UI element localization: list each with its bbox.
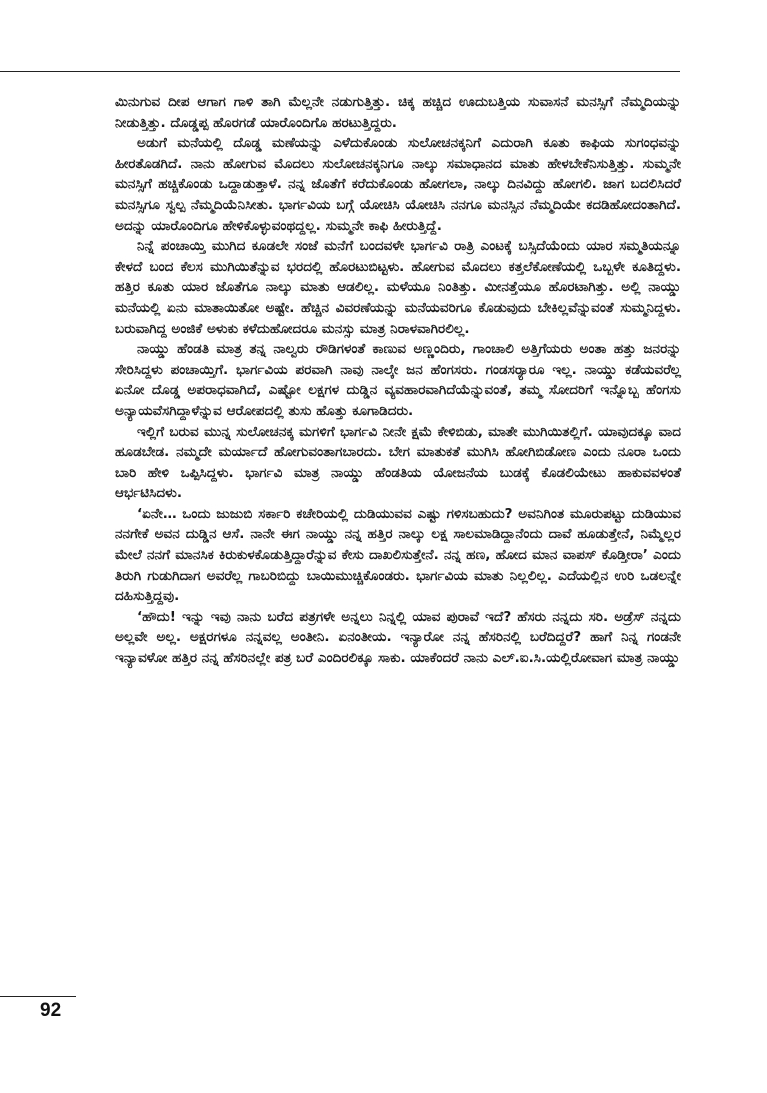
- body-text: [115, 92, 681, 669]
- page-number-rule: [0, 996, 76, 997]
- paragraph: ಮಿನುಗುವ ದೀಪ ಆಗಾಗ ಗಾಳಿ ತಾಗಿ ಮೆಲ್ಲನೇ ನಡುಗುತ್ತಿತ್ತು. ಚಿಕ್ಕ ಹಚ್ಚಿದ ಊದುಬತ್ತಿಯ ಸುವಾಸನೆ ಮನಸ್ಸಿಗೆ ನೆಮ್ಮದಿಯನ್ನು ನೀಡುತ್ತಿತ್ತು. ದೊಡ್ಡಪ್ಪ ಹೊರಗಡೆ ಯಾರೊಂದಿಗೊ ಹರಟುತ್ತಿದ್ದರು.: [115, 94, 681, 131]
- paragraph: ನಾಯ್ಡು ಹೆಂಡತಿ ಮಾತ್ರ ತನ್ನ ನಾಲ್ವರು ರೌಡಿಗಳಂತೆ ಕಾಣುವ ಅಣ್ಣಂದಿರು, ಗಾಂಚಾಲಿ ಅತ್ತಿಗೆಯರು ಅಂತಾ ಹತ್ತು ಜನರನ್ನು ಸೇರಿಸಿದ್ದಳು ಪಂಚಾಯ್ತಿಗೆ. ಭಾರ್ಗವಿಯ ಪರವಾಗಿ ನಾವು ನಾಲ್ಕೇ ಜನ ಹೆಂಗಸರು. ಗಂಡಸರ್‍ಯಾರೂ ಇಲ್ಲ. ನಾಯ್ಡು ಕಡೆಯವರೆಲ್ಲ ಏನೋ ದೊಡ್ಡ ಅಪರಾಧವಾಗಿದೆ, ಎಷ್ಟೋ ಲಕ್ಷಗಳ ದುಡ್ಡಿನ ವ್ಯವಹಾರವಾಗಿದೆಯೆನ್ನುವಂತೆ, ತಮ್ಮ ಸೋದರಿಗೆ ಇನ್ನೊಬ್ಬ ಹೆಂಗಸು ಅನ್ಯಾಯವೆಸಗಿದ್ದಾಳೆನ್ನುವ ಆರೋಪದಲ್ಲಿ ತುಸು ಹೊತ್ತು ಕೂಗಾಡಿದರು.: [115, 341, 681, 419]
- paragraph: ‘ಏನೇ… ಒಂದು ಜುಜುಬಿ ಸರ್ಕಾರಿ ಕಚೇರಿಯಲ್ಲಿ ದುಡಿಯುವವ ಎಷ್ಟು ಗಳಿಸಬಹುದು? ಅವನಿಗಿಂತ ಮೂರುಪಟ್ಟು ದುಡಿಯುವ ನನಗೇಕೆ ಅವನ ದುಡ್ಡಿನ ಆಸೆ. ನಾನೇ ಈಗ ನಾಯ್ಡು ನನ್ನ ಹತ್ತಿರ ನಾಲ್ಕು ಲಕ್ಷ ಸಾಲಮಾಡಿದ್ದಾನೆಂದು ದಾವೆ ಹೂಡುತ್ತೇನೆ, ನಿಮ್ಮೆಲ್ಲರ ಮೇಲೆ ನನಗೆ ಮಾನಸಿಕ ಕಿರುಕುಳಕೊಡುತ್ತಿದ್ದಾರೆನ್ನುವ ಕೇಸು ದಾಖಲಿಸುತ್ತೇನೆ. ನನ್ನ ಹಣ, ಹೋದ ಮಾನ ವಾಪಸ್ ಕೊಡ್ತೀರಾ’ ಎಂದು ತಿರುಗಿ ಗುಡುಗಿದಾಗ ಅವರೆಲ್ಲ ಗಾಬರಿಬಿದ್ದು ಬಾಯಿಮುಚ್ಚಿಕೊಂಡರು. ಭಾರ್ಗವಿಯ ಮಾತು ನಿಲ್ಲಲಿಲ್ಲ. ಎದೆಯಲ್ಲಿನ ಉರಿ ಒಡಲನ್ನೇ ದಹಿಸುತ್ತಿದ್ದವು.: [115, 505, 681, 605]
- paragraph: ಇಲ್ಲಿಗೆ ಬರುವ ಮುನ್ನ ಸುಲೋಚನಕ್ಕ ಮಗಳಿಗೆ ಭಾರ್ಗವಿ ನೀನೇ ಕ್ಷಮೆ ಕೇಳಿಬಿಡು, ಮಾತೇ ಮುಗಿಯಿತಲ್ಲಿಗೆ. ಯಾವುದಕ್ಕೂ ವಾದ ಹೂಡಬೇಡ. ನಮ್ಮದೇ ಮರ್ಯಾದೆ ಹೋಗುವಂತಾಗಬಾರದು. ಬೇಗ ಮಾತುಕತೆ ಮುಗಿಸಿ ಹೋಗಿಬಿಡೋಣ ಎಂದು ನೂರಾ ಒಂದು ಬಾರಿ ಹೇಳಿ ಒಪ್ಪಿಸಿದ್ದಳು. ಭಾರ್ಗವಿ ಮಾತ್ರ ನಾಯ್ಡು ಹೆಂಡತಿಯ ಯೋಜನೆಯ ಬುಡಕ್ಕೆ ಕೊಡಲಿಯೇಟು ಹಾಕುವವಳಂತೆ ಆರ್ಭಟಿಸಿದಳು.: [115, 423, 681, 502]
- top-rule: [0, 71, 680, 72]
- paragraph: ‘ಹೌದು! ಇನ್ನು ಇವು ನಾನು ಬರೆದ ಪತ್ರಗಳೇ ಅನ್ನಲು ನಿನ್ನಲ್ಲಿ ಯಾವ ಪುರಾವೆ ಇದೆ? ಹೆಸರು ನನ್ನದು ಸರಿ. ಅಡ್ರೆಸ್ ನನ್ನದು ಅಲ್ಲವೇ ಅಲ್ಲ. ಅಕ್ಷರಗಳೂ ನನ್ನವಲ್ಲ ಅಂತೀನಿ. ಏನಂತೀಯ. ಇನ್ಯಾರೋ ನನ್ನ ಹೆಸರಿನಲ್ಲಿ ಬರೆದಿದ್ದರೆ? ಹಾಗೆ ನಿನ್ನ ಗಂಡನೇ ಇನ್ಯಾವಳೋ ಹತ್ತಿರ ನನ್ನ ಹೆಸರಿನಲ್ಲೇ ಪತ್ರ ಬರೆ ಎಂದಿರಲಿಕ್ಕೂ ಸಾಕು. ಯಾಕೆಂದರೆ ನಾನು ಎಲ್.ಐ.ಸಿ.ಯಲ್ಲಿರೋವಾಗ ಮಾತ್ರ ನಾಯ್ಡು: [115, 608, 681, 667]
- paragraph: ನಿನ್ನೆ ಪಂಚಾಯ್ತಿ ಮುಗಿದ ಕೂಡಲೇ ಸಂಜೆ ಮನೆಗೆ ಬಂದವಳೇ ಭಾರ್ಗವಿ ರಾತ್ರಿ ಎಂಟಕ್ಕೆ ಬಸ್ಸಿದೆಯೆಂದು ಯಾರ ಸಮ್ಮತಿಯನ್ನೂ ಕೇಳದೆ ಬಂದ ಕೆಲಸ ಮುಗಿಯಿತೆನ್ನುವ ಭರದಲ್ಲಿ ಹೊರಟುಬಿಟ್ಟಳು. ಹೋಗುವ ಮೊದಲು ಕತ್ತಲೆಕೋಣೆಯಲ್ಲಿ ಒಬ್ಬಳೇ ಕೂತಿದ್ದಳು. ಹತ್ತಿರ ಕೂತು ಯಾರ ಜೊತೆಗೂ ನಾಲ್ಕು ಮಾತು ಆಡಲಿಲ್ಲ. ಮಳೆಯೂ ನಿಂತಿತ್ತು. ಮೀನತ್ತೆಯೂ ಹೊರಟಾಗಿತ್ತು. ಅಲ್ಲಿ ನಾಯ್ಡು ಮನೆಯಲ್ಲಿ ಏನು ಮಾತಾಯಿತೋ ಅಷ್ಟೇ. ಹೆಚ್ಚಿನ ವಿವರಣೆಯನ್ನು ಮನೆಯವರಿಗೂ ಕೊಡುವುದು ಬೇಕಿಲ್ಲವೆನ್ನುವಂತೆ ಸುಮ್ಮನಿದ್ದಳು. ಬರುವಾಗಿದ್ದ ಅಂಜಿಕೆ ಅಳುಕು ಕಳೆದುಹೋದರೂ ಮನಸ್ಸು ಮಾತ್ರ ನಿರಾಳವಾಗಿರಲಿಲ್ಲ.: [115, 238, 681, 337]
- page-number: 92: [40, 1000, 62, 1021]
- paragraph: ಅಡುಗೆ ಮನೆಯಲ್ಲಿ ದೊಡ್ಡ ಮಣೆಯನ್ನು ಎಳೆದುಕೊಂಡು ಸುಲೋಚನಕ್ಕನಿಗೆ ಎದುರಾಗಿ ಕೂತು ಕಾಫಿಯ ಸುಗಂಧವನ್ನು ಹೀರತೊಡಗಿದೆ. ನಾನು ಹೋಗುವ ಮೊದಲು ಸುಲೋಚನಕ್ಕನಿಗೂ ನಾಲ್ಕು ಸಮಾಧಾನದ ಮಾತು ಹೇಳಬೇಕೆನಿಸುತ್ತಿತ್ತು. ಸುಮ್ಮನೇ ಮನಸ್ಸಿಗೆ ಹಚ್ಚಿಕೊಂಡು ಒದ್ದಾಡುತ್ತಾಳೆ. ನನ್ನ ಜೊತೆಗೆ ಕರೆದುಕೊಂಡು ಹೋಗಲಾ, ನಾಲ್ಕು ದಿನವಿದ್ದು ಹೋಗಲಿ. ಜಾಗ ಬದಲಿಸಿದರೆ ಮನಸ್ಸಿಗೂ ಸ್ವಲ್ಪ ನೆಮ್ಮದಿಯೆನಿಸೀತು. ಭಾರ್ಗವಿಯ ಬಗ್ಗೆ ಯೋಚಿಸಿ ಯೋಚಿಸಿ ನನಗೂ ಮನಸ್ಸಿನ ನೆಮ್ಮದಿಯೇ ಕದಡಿಹೋದಂತಾಗಿದೆ. ಅದನ್ನು ಯಾರೊಂದಿಗೂ ಹೇಳಿಕೊಳ್ಳುವಂಥದ್ದಲ್ಲ. ಸುಮ್ಮನೇ ಕಾಫಿ ಹೀರುತ್ತಿದ್ದೆ.: [115, 135, 681, 234]
